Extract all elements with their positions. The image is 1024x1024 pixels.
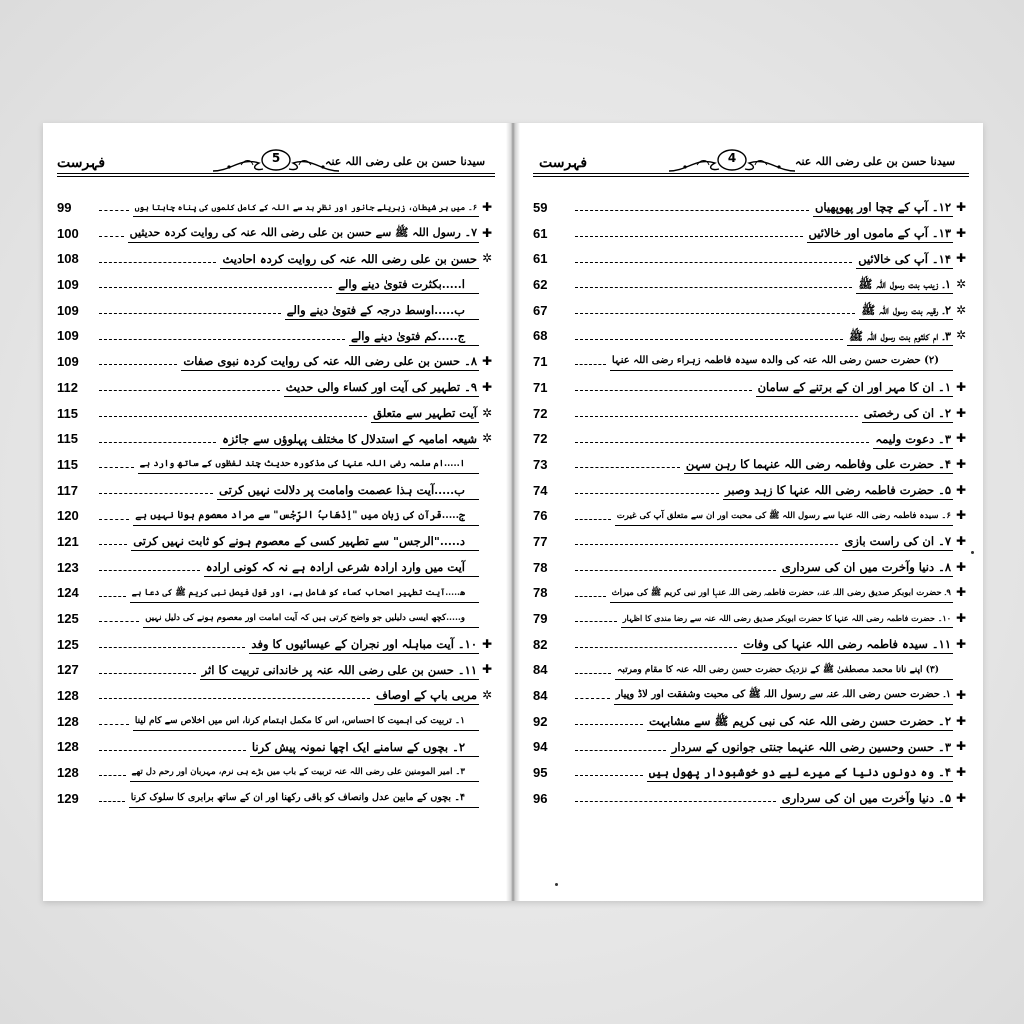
toc-page-number: 67 [533, 302, 548, 318]
toc-entry [533, 221, 969, 247]
toc-page-number: 84 [533, 688, 548, 704]
toc-entry [57, 760, 495, 786]
dotted-leader [99, 621, 139, 622]
toc-entry [57, 786, 495, 812]
cross-bullet-icon: ✚ [955, 765, 967, 780]
dotted-leader [99, 442, 216, 443]
dotted-leader [99, 570, 200, 571]
toc-page-number: 128 [57, 739, 79, 755]
toc-entry-title: ۷۔ ان کی راست بازی [842, 532, 953, 551]
dotted-leader [575, 210, 809, 211]
cross-bullet-icon: ✚ [955, 585, 967, 600]
dotted-leader [575, 313, 855, 314]
header-book-title: سیدنا حسن بن علی رضی اللہ عنہ [325, 155, 486, 168]
toc-entry [533, 298, 969, 324]
dotted-leader [99, 467, 134, 468]
toc-entry [533, 272, 969, 298]
cross-bullet-icon: ✚ [481, 200, 493, 214]
toc-entry [533, 375, 969, 401]
toc-page-number: 71 [533, 379, 548, 395]
toc-entry [57, 580, 495, 606]
toc-entry [533, 246, 969, 272]
toc-entry-title: ۱۱۔ سیدہ فاطمہ رضی اللہ عنہا کی وفات [741, 635, 953, 654]
toc-page-number: 123 [57, 559, 79, 575]
toc-entry [533, 401, 969, 427]
toc-entry-title: ۲۔ حضرت حسن رضی اللہ عنہ کی نبی کریم ﷺ سے مشابہت [647, 712, 953, 731]
toc-page-number: 62 [533, 277, 548, 293]
cross-bullet-icon: ✚ [481, 354, 493, 369]
toc-entry-title: ۱۰۔ آیت مباہلہ اور نجران کے عیسائیوں کا وفد [249, 635, 479, 654]
toc-page-number: 115 [57, 431, 78, 447]
toc-entry-title: ۱۱۔ حسن بن علی رضی اللہ عنہ پر خاندانی تربیت کا اثر [200, 661, 479, 680]
toc-page-number: 109 [57, 354, 79, 370]
dotted-leader [99, 236, 124, 237]
toc-entry-title: ب.....اوسط درجہ کے فتویٰ دینے والے [285, 301, 479, 320]
toc-page-number: 129 [57, 790, 79, 806]
dotted-leader [575, 262, 852, 263]
toc-page-number: 109 [57, 328, 79, 344]
toc-page-number: 128 [57, 765, 79, 781]
toc-entry-title: ۶۔ سیدہ فاطمہ رضی اللہ عنہا سے رسول اللہ ﷺ کی محبت اور ان سے متعلق آپ کی غیرت [615, 507, 953, 526]
toc-page-number: 128 [57, 713, 79, 729]
dotted-leader [575, 724, 643, 725]
toc-entry-title: ۱۰۔ حضرت فاطمہ رضی اللہ عنہا کا حضرت ابوبکر صدیق رضی اللہ عنہ سے رضا مندی کا اظہار [621, 609, 953, 628]
cross-bullet-icon: ✚ [481, 225, 493, 240]
toc-entry-title: ب.....آیت ہذا عصمت وامامت پر دلالت نہیں کرتی [217, 481, 479, 500]
toc-entry [57, 323, 495, 349]
book-spine [506, 123, 520, 901]
toc-page-number: 61 [533, 225, 548, 241]
toc-entry [57, 195, 495, 221]
toc-entry [57, 478, 495, 504]
toc-entry [533, 503, 969, 529]
toc-entry [533, 195, 969, 221]
toc-entry [57, 734, 495, 760]
toc-page-number: 61 [533, 251, 548, 267]
toc-page-number: 73 [533, 456, 548, 472]
toc-entry-title: ۲۔ ان کی رخصتی [862, 404, 953, 423]
toc-page-number: 99 [57, 200, 72, 215]
star-bullet-icon: ✲ [481, 405, 493, 420]
toc-page-number: 79 [533, 611, 548, 626]
toc-entry [57, 272, 495, 298]
toc-page-number: 117 [57, 482, 78, 498]
toc-entry [533, 734, 969, 760]
toc-entry-title: ۴۔ وہ دونوں دنیا کے میرے لیے دو خوشبودار پھول ہیں [647, 763, 953, 782]
toc-entry [533, 323, 969, 349]
dotted-leader [99, 750, 246, 751]
toc-entry-title: حسن بن علی رضی اللہ عنہ کی روایت کردہ احادیث [220, 250, 479, 269]
toc-entry-title: ۲۔ بچوں کے سامنے ایک اچھا نمونہ پیش کرنا [250, 738, 479, 757]
toc-page-number: 115 [57, 456, 78, 472]
left-page [43, 123, 509, 901]
toc-entry [533, 529, 969, 555]
toc-entry-title: آیت میں وارد ارادہ شرعی ارادہ ہے نہ کہ کونی ارادہ [204, 558, 479, 577]
toc-page-number: 94 [533, 739, 548, 755]
toc-entry-title: ۲۔ رقیہ بنت رسول اللہ ﷺ [859, 301, 953, 320]
dotted-leader [99, 596, 126, 597]
toc-page-number: 72 [533, 431, 548, 447]
dotted-leader [575, 467, 680, 468]
toc-page-number: 59 [533, 200, 548, 215]
toc-entry [57, 503, 495, 529]
dotted-leader [99, 724, 129, 725]
toc-entry [57, 349, 495, 375]
toc-page-number: 125 [57, 636, 79, 652]
toc-page-number: 121 [57, 533, 79, 549]
dotted-leader [99, 647, 245, 648]
header-section-title: فہرست [57, 155, 106, 171]
toc-entry-title: ج.....کم فتویٰ دینے والے [349, 327, 479, 346]
toc-page-number: 127 [57, 662, 79, 678]
toc-page-number: 124 [57, 585, 79, 601]
toc-entry-title: ۶۔ میں ہر شیطان، زہریلے جانور اور نظرِ بد سے اللہ کے کامل کلموں کی پناہ چاہتا ہوں [133, 198, 479, 217]
toc-entry [533, 786, 969, 812]
toc-entry [57, 657, 495, 683]
dotted-leader [575, 519, 611, 520]
toc-entry-title: ۱۔ حضرت حسن رضی اللہ عنہ سے رسول اللہ ﷺ کی محبت وشفقت اور لاڈ وپیار [614, 686, 953, 705]
toc-page-number: 120 [57, 508, 79, 524]
cross-bullet-icon: ✚ [481, 636, 493, 651]
page-header [57, 151, 495, 185]
toc-entry-title: ۱۳۔ آپ کے ماموں اور خالائیں [807, 224, 953, 243]
toc-entry-title: شیعہ امامیہ کے استدلال کا مختلف پہلوؤں سے جائزہ [220, 430, 479, 449]
toc-entry-title: ج.....قرآن کی زبان میں "اِذْهَابُ الرِّجْس" سے مراد معصوم ہونا نہیں ہے [133, 507, 479, 526]
dotted-leader [575, 596, 606, 597]
cross-bullet-icon: ✚ [955, 636, 967, 651]
toc-entry-title: و.....کچھ ایسی دلیلیں جو واضح کرتی ہیں کہ آیت امامت اور معصوم ہونے کی دلیل نہیں [143, 609, 479, 628]
dotted-leader [99, 801, 125, 802]
toc-entry [533, 657, 969, 683]
toc-entry-title: ۹۔ حضرت ابوبکر صدیق رضی اللہ عنہ، حضرت فاطمہ رضی اللہ عنہا اور نبی کریم ﷺ کی میراث [610, 584, 953, 603]
dotted-leader [575, 287, 852, 288]
toc-entry [57, 221, 495, 247]
cross-bullet-icon: ✚ [955, 456, 967, 471]
dotted-leader [99, 339, 345, 340]
star-bullet-icon: ✲ [481, 431, 493, 446]
star-bullet-icon: ✲ [955, 277, 967, 292]
dotted-leader [99, 287, 332, 288]
toc-page-number: 84 [533, 662, 548, 678]
dotted-leader [99, 493, 213, 494]
dotted-leader [575, 673, 611, 674]
cross-bullet-icon: ✚ [481, 379, 493, 394]
toc-entry-title: ا.....ام سلمہ رضی اللہ عنہا کی مذکورہ حدیث چند لفظوں کے ساتھ وارد ہے [138, 455, 479, 474]
toc-page-number: 128 [57, 688, 79, 704]
toc-entry [57, 529, 495, 555]
dotted-leader [99, 364, 177, 365]
toc-entry [533, 452, 969, 478]
toc-entry-title: ا.....بکثرت فتویٰ دینے والے [336, 275, 479, 294]
dotted-leader [575, 801, 776, 802]
toc-entry [57, 401, 495, 427]
toc-page-number: 125 [57, 611, 79, 626]
toc-entry-title: د....."الرجس" سے تطہیر کسی کے معصوم ہونے کو ثابت نہیں کرتی [131, 532, 479, 551]
star-bullet-icon: ✲ [955, 328, 967, 343]
toc-entry [57, 246, 495, 272]
cross-bullet-icon: ✚ [955, 379, 967, 394]
cross-bullet-icon: ✚ [955, 790, 967, 805]
toc-entry [533, 683, 969, 709]
dotted-leader [99, 775, 126, 776]
toc-page-number: 108 [57, 251, 79, 267]
dotted-leader [575, 647, 737, 648]
toc-entry [533, 580, 969, 606]
toc-entry-title: ۷۔ رسول اللہ ﷺ سے حسن بن علی رضی اللہ عنہ کی روایت کردہ حدیثیں [128, 224, 479, 243]
toc-entry [533, 632, 969, 658]
toc-entry-title: ۱۔ ان کا مہر اور ان کے برتنے کے سامان [756, 378, 953, 397]
dotted-leader [575, 442, 869, 443]
toc-page-number: 109 [57, 277, 79, 293]
toc-entry-title: ۵۔ دنیا وآخرت میں ان کی سرداری [780, 789, 953, 808]
toc-entry-title: ۱۔ تربیت کی اہمیت کا احساس، اس کا مکمل اہتمام کرنا، اس میں اخلاص سے کام لینا [133, 712, 479, 731]
dotted-leader [99, 210, 129, 211]
toc-entry [57, 555, 495, 581]
toc-entry-title: ۵۔ حضرت فاطمہ رضی اللہ عنہا کا زہد وصبر [723, 481, 953, 500]
toc-entry-title: ۱۴۔ آپ کی خالائیں [856, 250, 953, 269]
dotted-leader [99, 262, 216, 263]
toc-entry [533, 555, 969, 581]
dotted-leader [575, 364, 606, 365]
cross-bullet-icon: ✚ [955, 482, 967, 497]
toc-page-number: 78 [533, 585, 548, 601]
toc-page-number: 92 [533, 713, 548, 729]
dotted-leader [99, 416, 367, 417]
cross-bullet-icon: ✚ [955, 713, 967, 728]
right-page [519, 123, 983, 901]
toc-page-number: 77 [533, 533, 548, 549]
dotted-leader [99, 698, 370, 699]
star-bullet-icon: ✲ [481, 251, 493, 266]
toc-entry [533, 426, 969, 452]
toc-entry-title: (۲) حضرت حسن رضی اللہ عنہ کی والدہ سیدہ فاطمہ زہراء رضی اللہ عنہا [610, 352, 953, 371]
toc-entry-title: ۱۲۔ آپ کے چچا اور پھوپھیاں [813, 198, 953, 217]
dotted-leader [575, 621, 617, 622]
cross-bullet-icon: ✚ [955, 559, 967, 574]
toc-entry [57, 298, 495, 324]
toc-entry [57, 683, 495, 709]
dotted-leader [575, 775, 643, 776]
toc-entry [533, 709, 969, 735]
toc-entry-title: ۴۔ حضرت علی وفاطمہ رضی اللہ عنہما کا رہن سہن [684, 455, 953, 474]
cross-bullet-icon: ✚ [955, 431, 967, 446]
toc-page-number: 76 [533, 508, 548, 524]
page-number: 5 [271, 151, 281, 165]
cross-bullet-icon: ✚ [481, 662, 493, 677]
toc-page-number: 72 [533, 405, 548, 421]
dotted-leader [575, 750, 666, 751]
toc-page-number: 74 [533, 482, 548, 498]
toc-page-number: 112 [57, 379, 78, 395]
cross-bullet-icon: ✚ [955, 533, 967, 548]
toc-entry-title: (۳) اپنے نانا محمد مصطفیٰ ﷺ کے نزدیک حضرت حسن رضی اللہ عنہ کا مقام ومرتبہ [615, 661, 953, 680]
header-book-title: سیدنا حسن بن علی رضی اللہ عنہ [795, 155, 956, 168]
toc-page-number: 78 [533, 559, 548, 575]
toc-entry [57, 426, 495, 452]
toc-entry [57, 452, 495, 478]
toc-entry-title: ۳۔ امیر المومنین علی رضی اللہ عنہ تربیت کے باب میں بڑے ہی نرم، مہربان اور رحم دل تھے [130, 763, 479, 782]
toc-page-number: 96 [533, 790, 548, 806]
toc-entry [533, 760, 969, 786]
dotted-leader [575, 236, 803, 237]
dotted-leader [575, 544, 838, 545]
toc-page-number: 115 [57, 405, 78, 421]
cross-bullet-icon: ✚ [955, 508, 967, 523]
toc-page-number: 68 [533, 328, 548, 344]
dotted-leader [99, 313, 281, 314]
toc-entry-title: ۹۔ تطہیر کی آیت اور کساء والی حدیث [284, 378, 479, 397]
page-header [533, 151, 969, 185]
star-bullet-icon: ✲ [481, 688, 493, 703]
toc-entry [533, 478, 969, 504]
toc-entry-title: ۱۔ زینب بنت رسول اللہ ﷺ [856, 275, 953, 294]
toc-entry-title: ۳۔ دعوت ولیمہ [873, 430, 953, 449]
dotted-leader [575, 390, 752, 391]
toc-entry [533, 349, 969, 375]
toc-entry [57, 709, 495, 735]
toc-entry [57, 375, 495, 401]
toc-entry-title: آیت تطہیر سے متعلق [371, 404, 479, 423]
toc-entry-title: مربی باپ کے اوصاف [374, 686, 479, 705]
star-bullet-icon: ✲ [955, 302, 967, 317]
toc-page-number: 95 [533, 765, 548, 781]
toc-entry-title: ۳۔ ام کلثوم بنت رسول اللہ ﷺ [847, 327, 953, 346]
toc-page-number: 100 [57, 225, 79, 241]
table-of-contents [57, 195, 495, 812]
dotted-leader [575, 570, 776, 571]
dotted-leader [99, 544, 127, 545]
toc-entry-title: ۳۔ حسن وحسین رضی اللہ عنہما جنتی جوانوں کے سردار [670, 738, 953, 757]
toc-entry-title: ۴۔ بچوں کے مابین عدل وانصاف کو باقی رکھنا اور ان کے ساتھ برابری کا سلوک کرنا [129, 789, 479, 808]
toc-entry-title: ھ.....آیت تطہیر اصحاب کساء کو شامل ہے، اور قول فیصل نبی کریم ﷺ کی دعا ہے [130, 584, 479, 603]
cross-bullet-icon: ✚ [955, 251, 967, 266]
cross-bullet-icon: ✚ [955, 225, 967, 240]
toc-entry [57, 632, 495, 658]
dotted-leader [575, 493, 719, 494]
cross-bullet-icon: ✚ [955, 405, 967, 420]
toc-page-number: 82 [533, 636, 548, 652]
cross-bullet-icon: ✚ [955, 200, 967, 214]
page-number: 4 [727, 151, 737, 165]
dotted-leader [575, 416, 858, 417]
toc-entry [533, 606, 969, 632]
toc-entry-title: ۸۔ حسن بن علی رضی اللہ عنہ کی روایت کردہ نبوی صفات [181, 352, 479, 371]
cross-bullet-icon: ✚ [955, 739, 967, 754]
dotted-leader [99, 519, 129, 520]
toc-page-number: 109 [57, 302, 79, 318]
dotted-leader [575, 698, 610, 699]
toc-entry [57, 606, 495, 632]
table-of-contents [533, 195, 969, 812]
open-book [43, 123, 983, 901]
header-section-title: فہرست [539, 155, 588, 171]
toc-page-number: 71 [533, 354, 548, 370]
cross-bullet-icon: ✚ [955, 688, 967, 703]
dotted-leader [99, 390, 280, 391]
cross-bullet-icon: ✚ [955, 611, 967, 625]
dotted-leader [99, 673, 196, 674]
dotted-leader [575, 339, 843, 340]
toc-entry-title: ۸۔ دنیا وآخرت میں ان کی سرداری [780, 558, 953, 577]
